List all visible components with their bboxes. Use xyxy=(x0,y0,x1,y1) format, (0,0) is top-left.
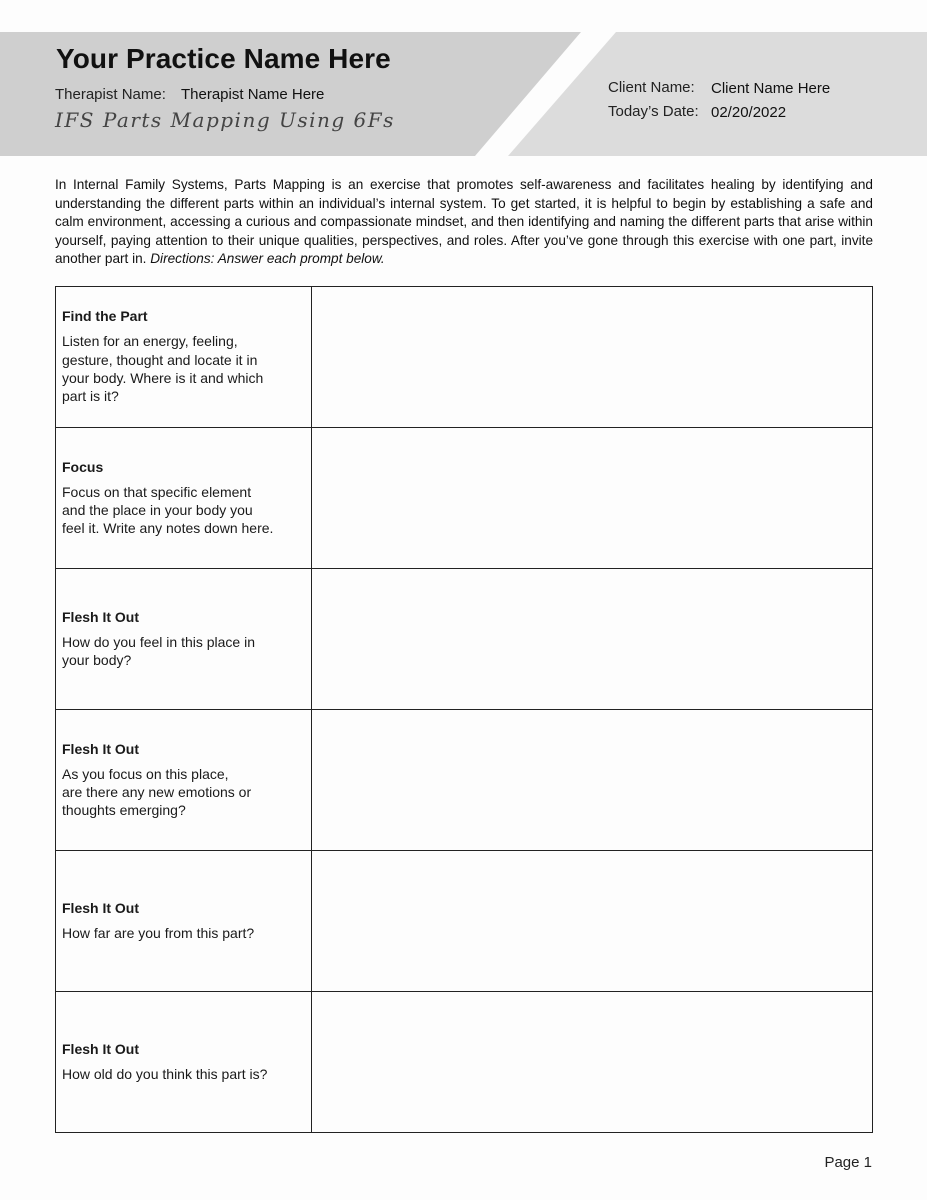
prompt-row xyxy=(56,992,873,1133)
intro-paragraph xyxy=(55,176,873,269)
prompt-row xyxy=(56,851,873,992)
prompt-text: How far are you from this part? xyxy=(62,924,255,941)
answer-box[interactable] xyxy=(312,287,873,428)
prompt-row xyxy=(56,428,873,569)
prompt-title: Find the Part xyxy=(62,308,148,325)
answer-box[interactable] xyxy=(312,851,873,992)
prompt-cell xyxy=(56,992,312,1133)
prompt-cell xyxy=(56,569,312,710)
page-number: Page 1 xyxy=(824,1154,872,1171)
intro-directions: Directions: Answer each prompt below. xyxy=(150,251,385,267)
prompt-title: Flesh It Out xyxy=(62,740,139,757)
prompt-title: Flesh It Out xyxy=(62,899,139,916)
answer-box[interactable] xyxy=(312,992,873,1133)
prompt-title: Flesh It Out xyxy=(62,1040,139,1057)
date-field[interactable]: 02/20/2022 xyxy=(711,104,787,121)
prompt-cell xyxy=(56,710,312,851)
prompt-cell xyxy=(56,428,312,569)
therapist-label: Therapist Name: xyxy=(55,86,166,103)
client-name-field[interactable]: Client Name Here xyxy=(711,80,831,97)
client-label: Client Name: xyxy=(608,79,695,96)
prompt-cell xyxy=(56,287,312,428)
prompt-title: Focus xyxy=(62,458,104,475)
prompt-title: Flesh It Out xyxy=(62,608,139,625)
prompt-text: Focus on that specific element and the place in your body you feel it. Write any notes down here. xyxy=(62,483,274,537)
answer-box[interactable] xyxy=(312,710,873,851)
answer-box[interactable] xyxy=(312,569,873,710)
practice-name: Your Practice Name Here xyxy=(56,43,391,74)
prompt-text: Listen for an energy, feeling, gesture, thought and locate it in your body. Where is it and which part is it? xyxy=(62,333,264,405)
prompt-table xyxy=(55,286,873,1133)
prompt-text: How do you feel in this place in your body? xyxy=(62,633,255,668)
therapist-name-field[interactable]: Therapist Name Here xyxy=(181,86,325,103)
answer-box[interactable] xyxy=(312,428,873,569)
date-label: Today’s Date: xyxy=(608,103,699,120)
prompt-row xyxy=(56,287,873,428)
intro-text: In Internal Family Systems, Parts Mapping is an exercise that promotes self-awareness and facilitates healing by identifying and understanding the different parts within an individual’s internal system. To get started, it is helpful to begin by establishing a safe and calm environment, accessing a curious and compassionate mindset, and then identifying and naming the different parts that arise within yourself, paying attention to their unique qualities, perspectives, and roles. After you’ve gone through this exercise with one part, invite another part in. xyxy=(55,177,873,267)
prompt-text: How old do you think this part is? xyxy=(62,1065,268,1082)
prompt-cell xyxy=(56,851,312,992)
prompt-row xyxy=(56,710,873,851)
prompt-row xyxy=(56,569,873,710)
worksheet-title: IFS Parts Mapping Using 6Fs xyxy=(55,108,395,132)
prompt-text: As you focus on this place, are there any new emotions or thoughts emerging? xyxy=(62,765,252,819)
